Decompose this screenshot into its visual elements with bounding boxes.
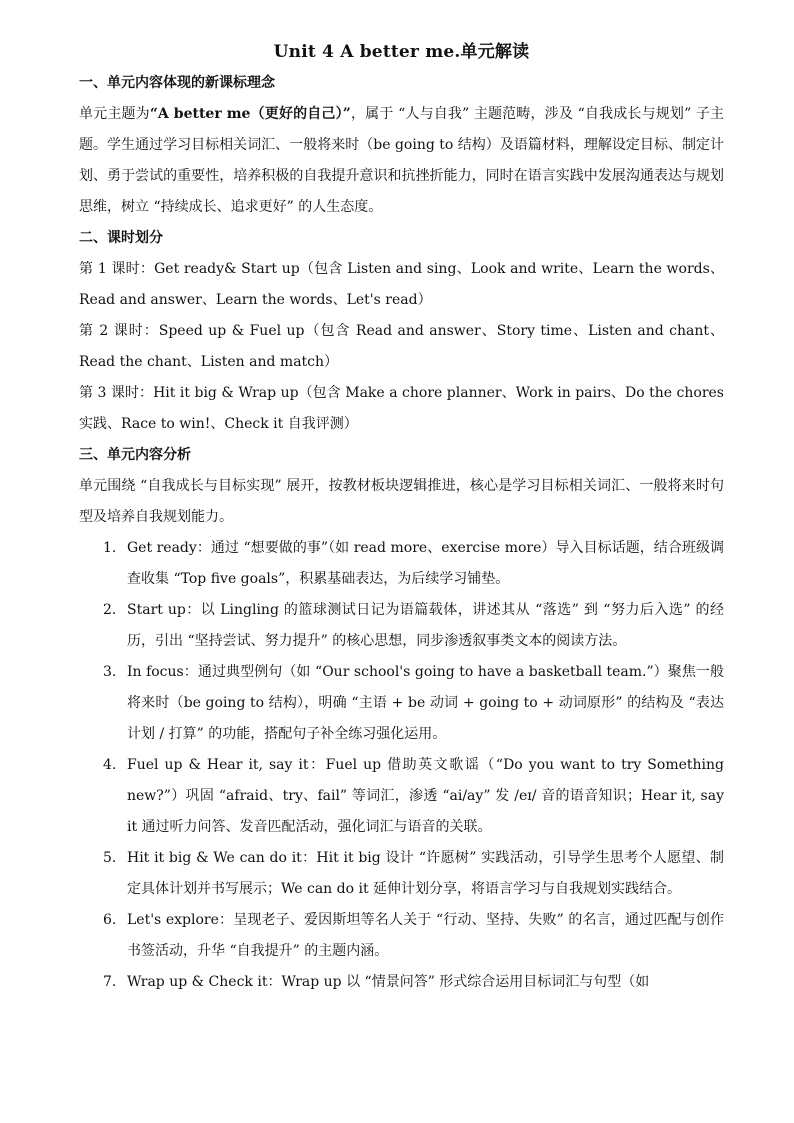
- list-number: 5.: [103, 850, 117, 866]
- lesson-3: 第 3 课时：Hit it big & Wrap up（包含 Make a chore planner、Work in pairs、Do the chores 实践、Race to win!、Check it 自我评测）: [79, 385, 724, 432]
- analysis-list: [79, 533, 724, 998]
- list-text: Get ready：通过 “想要做的事”（如 read more、exercise more）导入目标话题，结合班级调查收集 “Top five goals”，积累基础表达，为后续学习铺垫。: [127, 540, 724, 587]
- list-item: [79, 657, 724, 750]
- theme-paragraph: [79, 99, 724, 223]
- theme-prefix: 单元主题为: [79, 106, 150, 122]
- list-number: 6.: [103, 912, 117, 928]
- lesson-2: 第 2 课时：Speed up & Fuel up（包含 Read and answer、Story time、Listen and chant、Read the chant、Listen and match）: [79, 323, 724, 370]
- document-title: Unit 4 A better me.单元解读: [273, 42, 530, 62]
- list-text: Hit it big & We can do it：Hit it big 设计 “许愿树” 实践活动，引导学生思考个人愿望、制定具体计划并书写展示；We can do it 延伸计划分享，将语言学习与自我规划实践结合。: [127, 850, 724, 897]
- analysis-intro: 单元围绕 “自我成长与目标实现” 展开，按教材板块逻辑推进，核心是学习目标相关词汇、一般将来时句型及培养自我规划能力。: [79, 478, 724, 525]
- list-text: Start up：以 Lingling 的篮球测试日记为语篇载体，讲述其从 “落选” 到 “努力后入选” 的经历，引出 “坚持尝试、努力提升” 的核心思想，同步渗透叙事类文本的阅读方法。: [127, 602, 724, 649]
- list-text: Fuel up & Hear it, say it：Fuel up 借助英文歌谣（“Do you want to try Something new?”）巩固 “afraid、try、fail” 等词汇，渗透 “ai/ay” 发 /eɪ/ 音的语音知识；Hear it, say it 通过听力问答、发音匹配活动，强化词汇与语音的关联。: [127, 757, 724, 835]
- list-item: [79, 967, 724, 998]
- section-heading-3: 三、单元内容分析: [79, 447, 191, 463]
- list-number: 1.: [103, 540, 117, 556]
- theme-rest: ，属于 “人与自我” 主题范畴，涉及 “自我成长与规划” 子主题。学生通过学习目标相关词汇、一般将来时（be going to 结构）及语篇材料，理解设定目标、制定计划、勇于尝试的重要性，培养积极的自我提升意识和抗挫折能力，同时在语言实践中发展沟通表达与规划思维，树立 “持续成长、追求更好” 的人生态度。: [79, 106, 725, 215]
- list-item: [79, 750, 724, 843]
- lesson-1: 第 1 课时：Get ready& Start up（包含 Listen and sing、Look and write、Learn the words、Read and answer、Learn the words、Let's read）: [79, 261, 724, 308]
- list-text: Let's explore：呈现老子、爱因斯坦等名人关于 “行动、坚持、失败” 的名言，通过匹配与创作书签活动，升华 “自我提升” 的主题内涵。: [127, 912, 724, 959]
- list-number: 4.: [103, 757, 117, 773]
- list-item: [79, 843, 724, 905]
- list-item: [79, 595, 724, 657]
- section-heading-2: 二、课时划分: [79, 230, 163, 246]
- theme-strong: “A better me（更好的自己）”: [149, 106, 351, 122]
- list-text: Wrap up & Check it：Wrap up 以 “情景问答” 形式综合运用目标词汇与句型（如: [127, 974, 650, 990]
- list-number: 2.: [103, 602, 117, 618]
- list-number: 3.: [103, 664, 117, 680]
- list-item: [79, 533, 724, 595]
- list-item: [79, 905, 724, 967]
- list-number: 7.: [103, 974, 117, 990]
- list-text: In focus：通过典型例句（如 “Our school's going to have a basketball team.”）聚焦一般将来时（be going to 结构），明确 “主语 + be 动词 + going to + 动词原形” 的结构及 “表达计划 / 打算” 的功能，搭配句子补全练习强化运用。: [127, 664, 724, 742]
- section-heading-1: 一、单元内容体现的新课标理念: [79, 75, 275, 91]
